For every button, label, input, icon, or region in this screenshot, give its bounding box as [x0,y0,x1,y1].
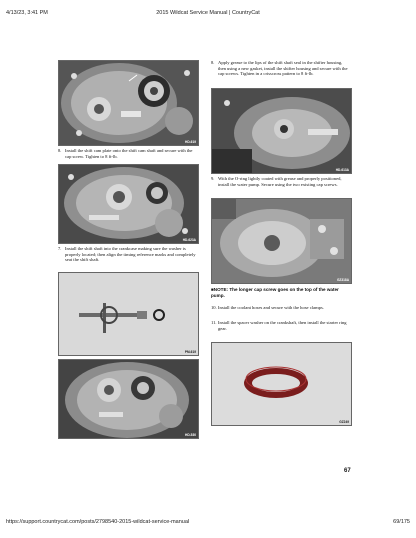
step-number: 8. [211,60,215,65]
step-text: Install the spacer washer on the crankshaft, then install the starter ring gear. [218,320,347,331]
manual-page-number: 67 [344,468,351,474]
engine-photo-shift-shaft-installed [58,359,199,439]
step-text: Install the coolant hoses and secure with the hose clamps. [218,305,324,310]
step-number: 7. [58,246,62,251]
photo-code: GZ318A [336,278,349,282]
step-number: 10. [211,305,217,310]
step-number: 9. [211,176,215,181]
shift-shaft-photo [58,272,199,356]
step-number: 8. [58,148,62,153]
print-datetime: 4/13/23, 3:41 PM [6,10,48,16]
photo-code: GZ249 [339,420,349,424]
step-10-coolant-hoses [211,305,350,311]
step-number: 11. [211,320,217,325]
browser-print-header [6,8,410,18]
step-7-shift-shaft [58,246,197,263]
print-page-count: 69/175 [393,519,410,525]
photo-code: HD-613A [335,168,349,172]
step-text: Install the shift shaft into the crankcase making sure the washer is properly located; then align the timing reference marks and completely seat the shift shaft. [65,246,196,263]
photo-code: HD-623A [182,238,196,242]
print-title: 2015 Wildcat Service Manual | CountryCat [156,10,260,16]
photo-code: HD-530 [185,433,196,437]
step-9-water-pump [211,176,350,187]
print-url-link[interactable]: https://support.countrycat.com/posts/2798540-2015-wildcat-service-manual [6,519,190,525]
step-8-shifter-housing [211,60,350,77]
step-text: With the O-ring lightly coated with grease and properly positioned, install the water pump. Secure using the two existing cap screws. [218,176,342,187]
note-longer-cap-screw: ■NOTE: The longer cap screw goes on the top of the water pump. [211,287,339,298]
step-text: Install the shift cam plate onto the shift cam shaft and secure with the cap screw. Tighten to 8 ft-lb. [65,148,193,159]
engine-photo-shift-cam [58,60,199,146]
photo-code: PM-619 [184,350,196,354]
photo-code: HD-619 [185,140,196,144]
water-pump-photo [211,198,352,284]
shifter-housing-photo [211,88,352,174]
step-8-shift-cam [58,148,197,159]
step-11-spacer-washer [211,320,350,331]
step-text: Apply grease to the lips of the shift shaft seal in the shifter housing, then using a new gasket, install the shifter housing and secure with the cap screws. Tighten in a crisscross pattern to 8 ft-lb. [218,60,348,77]
browser-print-footer [6,517,410,527]
manual-page [58,52,358,484]
spacer-washer-photo [211,342,352,426]
engine-photo-shift-cam-installed [58,164,199,244]
